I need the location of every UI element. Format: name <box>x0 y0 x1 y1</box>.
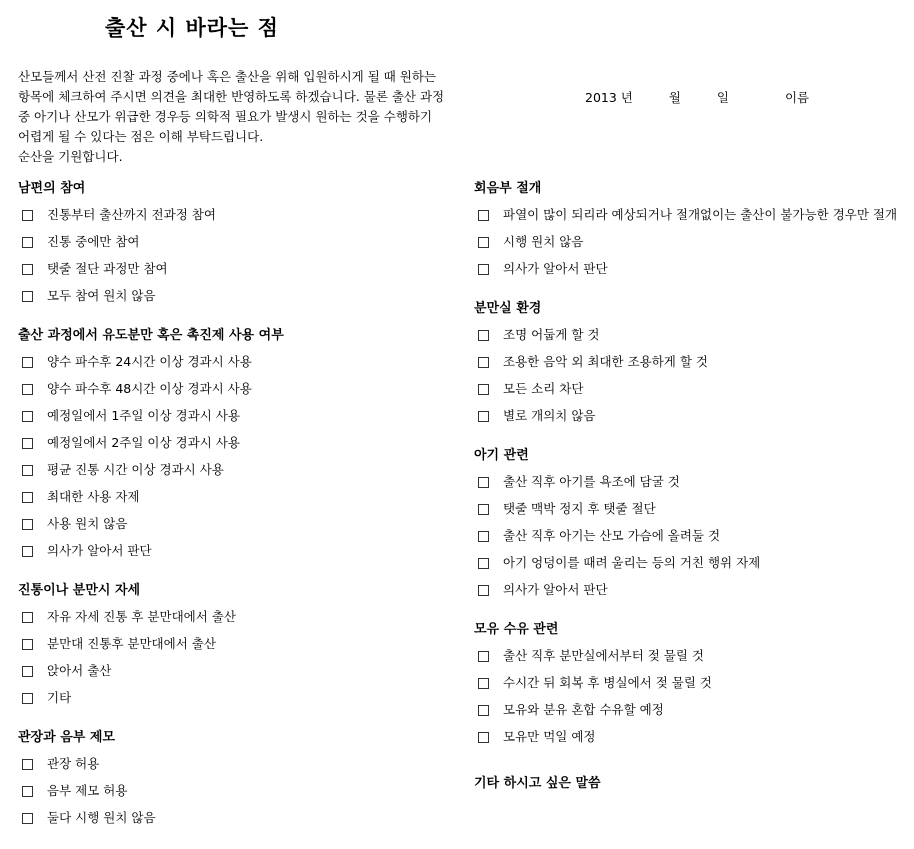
checkbox-row[interactable] <box>474 647 904 665</box>
checkbox-label: 출산 직후 아기를 욕조에 담굴 것 <box>503 474 680 489</box>
month-field[interactable]: 월 <box>668 90 681 105</box>
checkbox-label: 양수 파수후 48시간 이상 경과시 사용 <box>47 381 252 396</box>
section-husband-participation <box>18 180 458 305</box>
checkbox-row[interactable] <box>474 728 904 746</box>
checkbox-label: 파열이 많이 되리라 예상되거나 절개없이는 출산이 불가능한 경우만 절개 <box>503 207 898 222</box>
checkbox-label: 의사가 알아서 판단 <box>47 543 152 558</box>
section-enema-shaving <box>18 729 458 827</box>
checkbox-label: 관장 허용 <box>47 756 100 771</box>
checkbox-label: 모유만 먹일 예정 <box>503 729 596 744</box>
checkbox-row[interactable] <box>18 233 458 251</box>
left-column <box>18 180 458 849</box>
checkbox-label: 앉아서 출산 <box>47 663 112 678</box>
section-heading: 출산 과정에서 유도분만 혹은 촉진제 사용 여부 <box>18 328 284 343</box>
checkbox-icon[interactable] <box>22 546 33 557</box>
checkbox-label: 자유 자세 진통 후 분만대에서 출산 <box>47 609 236 624</box>
checkbox-row[interactable] <box>474 380 904 398</box>
checkbox-row[interactable] <box>18 782 458 800</box>
checkbox-row[interactable] <box>18 461 458 479</box>
checkbox-icon[interactable] <box>22 519 33 530</box>
checkbox-row[interactable] <box>474 233 904 251</box>
checkbox-icon[interactable] <box>478 504 489 515</box>
year-field[interactable]: 2013 년 <box>585 90 633 105</box>
section-heading: 분만실 환경 <box>474 301 542 316</box>
checkbox-icon[interactable] <box>22 210 33 221</box>
section-delivery-room-environment <box>474 300 904 425</box>
checkbox-row[interactable] <box>18 434 458 452</box>
checkbox-label: 진통부터 출산까지 전과정 참여 <box>47 207 216 222</box>
checkbox-row[interactable] <box>474 581 904 599</box>
document-page <box>0 12 914 825</box>
checkbox-row[interactable] <box>18 809 458 827</box>
checkbox-icon[interactable] <box>478 477 489 488</box>
checkbox-label: 기타 <box>47 690 72 705</box>
checkbox-icon[interactable] <box>22 492 33 503</box>
section-heading: 남편의 참여 <box>18 181 86 196</box>
checkbox-row[interactable] <box>18 260 458 278</box>
checkbox-icon[interactable] <box>478 237 489 248</box>
checkbox-row[interactable] <box>18 608 458 626</box>
checkbox-row[interactable] <box>474 206 904 224</box>
checkbox-row[interactable] <box>18 380 458 398</box>
intro-paragraph <box>18 67 448 167</box>
checkbox-label: 별로 개의치 않음 <box>503 408 596 423</box>
checkbox-label: 탯줄 절단 과정만 참여 <box>47 261 168 276</box>
checkbox-icon[interactable] <box>478 732 489 743</box>
checkbox-label: 음부 제모 허용 <box>47 783 128 798</box>
section-episiotomy <box>474 180 904 278</box>
checkbox-icon[interactable] <box>22 465 33 476</box>
checkbox-icon[interactable] <box>22 237 33 248</box>
intro-line-4: 어렵게 될 수 있다는 점은 이해 부탁드립니다. <box>18 129 264 144</box>
checkbox-icon[interactable] <box>478 678 489 689</box>
checkbox-label: 예정일에서 2주일 이상 경과시 사용 <box>47 435 240 450</box>
checkbox-label: 모든 소리 차단 <box>503 381 584 396</box>
checkbox-label: 둘다 시행 원치 않음 <box>47 810 156 825</box>
section-induction-agent <box>18 327 458 560</box>
checkbox-icon[interactable] <box>478 585 489 596</box>
section-heading: 진통이나 분만시 자세 <box>18 583 141 598</box>
checkbox-label: 아기 엉덩이를 때려 울리는 등의 거친 행위 자제 <box>503 555 761 570</box>
checkbox-label: 분만대 진통후 분만대에서 출산 <box>47 636 216 651</box>
checkbox-label: 의사가 알아서 판단 <box>503 261 608 276</box>
checkbox-row[interactable] <box>18 542 458 560</box>
checkbox-icon[interactable] <box>22 264 33 275</box>
checkbox-row[interactable] <box>18 353 458 371</box>
checkbox-row[interactable] <box>18 662 458 680</box>
checkbox-label: 양수 파수후 24시간 이상 경과시 사용 <box>47 354 252 369</box>
checkbox-row[interactable] <box>18 206 458 224</box>
checkbox-icon[interactable] <box>22 786 33 797</box>
checkbox-row[interactable] <box>474 554 904 572</box>
intro-line-1: 산모들께서 산전 진찰 과정 중에나 혹은 출산을 위해 입원하시게 될 때 원하는 <box>18 69 437 84</box>
checkbox-label: 출산 직후 분만실에서부터 젖 물릴 것 <box>503 648 704 663</box>
section-heading: 아기 관련 <box>474 448 529 463</box>
checkbox-row[interactable] <box>18 515 458 533</box>
checkbox-label: 조용한 음악 외 최대한 조용하게 할 것 <box>503 354 708 369</box>
checkbox-icon[interactable] <box>22 759 33 770</box>
checkbox-label: 모두 참여 원치 않음 <box>47 288 156 303</box>
checkbox-icon[interactable] <box>478 705 489 716</box>
checkbox-icon[interactable] <box>478 651 489 662</box>
section-baby-care <box>474 447 904 599</box>
checkbox-label: 사용 원치 않음 <box>47 516 128 531</box>
checkbox-label: 출산 직후 아기는 산모 가슴에 올려둘 것 <box>503 528 721 543</box>
checkbox-icon[interactable] <box>22 813 33 824</box>
checkbox-icon[interactable] <box>478 411 489 422</box>
checkbox-row[interactable] <box>474 527 904 545</box>
checkbox-icon[interactable] <box>478 210 489 221</box>
checkbox-label: 모유와 분유 혼합 수유할 예정 <box>503 702 664 717</box>
checkbox-row[interactable] <box>474 353 904 371</box>
checkbox-icon[interactable] <box>478 558 489 569</box>
section-breastfeeding <box>474 621 904 746</box>
checkbox-row[interactable] <box>474 260 904 278</box>
checkbox-row[interactable] <box>474 326 904 344</box>
checkbox-icon[interactable] <box>478 357 489 368</box>
checkbox-label: 예정일에서 1주일 이상 경과시 사용 <box>47 408 240 423</box>
checkbox-row[interactable] <box>474 407 904 425</box>
checkbox-icon[interactable] <box>22 357 33 368</box>
checkbox-label: 평균 진통 시간 이상 경과시 사용 <box>47 462 224 477</box>
checkbox-row[interactable] <box>18 755 458 773</box>
section-labor-position <box>18 582 458 707</box>
free-comment-heading: 기타 하시고 싶은 말씀 <box>474 776 601 791</box>
checkbox-row[interactable] <box>474 500 904 518</box>
checkbox-label: 진통 중에만 참여 <box>47 234 140 249</box>
checkbox-icon[interactable] <box>22 639 33 650</box>
checkbox-row[interactable] <box>18 689 458 707</box>
checkbox-row[interactable] <box>18 287 458 305</box>
checkbox-icon[interactable] <box>22 666 33 677</box>
checkbox-row[interactable] <box>18 635 458 653</box>
checkbox-label: 탯줄 맥박 정지 후 탯줄 절단 <box>503 501 656 516</box>
page-title: 출산 시 바라는 점 <box>105 16 279 40</box>
section-heading: 관장과 음부 제모 <box>18 730 115 745</box>
checkbox-row[interactable] <box>474 701 904 719</box>
section-heading: 모유 수유 관련 <box>474 622 559 637</box>
section-heading: 회음부 절개 <box>474 181 542 196</box>
checkbox-icon[interactable] <box>22 438 33 449</box>
checkbox-icon[interactable] <box>22 612 33 623</box>
checkbox-row[interactable] <box>18 488 458 506</box>
day-field[interactable]: 일 <box>716 90 729 105</box>
checkbox-row[interactable] <box>474 674 904 692</box>
intro-line-3: 중 아기나 산모가 위급한 경우등 의학적 필요가 발생시 원하는 것을 수행하기 <box>18 109 433 124</box>
checkbox-icon[interactable] <box>478 330 489 341</box>
intro-line-5: 순산을 기원합니다. <box>18 149 123 164</box>
checkbox-icon[interactable] <box>22 411 33 422</box>
intro-line-2: 항목에 체크하여 주시면 의견을 최대한 반영하도록 하겠습니다. 물론 출산 과정 <box>18 89 445 104</box>
checkbox-icon[interactable] <box>22 693 33 704</box>
name-field[interactable]: 이름 <box>784 90 810 105</box>
checkbox-label: 시행 원치 않음 <box>503 234 584 249</box>
checkbox-row[interactable] <box>18 407 458 425</box>
checkbox-icon[interactable] <box>478 264 489 275</box>
checkbox-icon[interactable] <box>22 384 33 395</box>
checkbox-label: 최대한 사용 자제 <box>47 489 140 504</box>
checkbox-icon[interactable] <box>478 384 489 395</box>
right-column <box>474 180 904 791</box>
checkbox-label: 의사가 알아서 판단 <box>503 582 608 597</box>
checkbox-icon[interactable] <box>478 531 489 542</box>
date-and-name-line <box>585 88 809 106</box>
checkbox-label: 수시간 뒤 회복 후 병실에서 젖 물릴 것 <box>503 675 712 690</box>
checkbox-icon[interactable] <box>22 291 33 302</box>
checkbox-row[interactable] <box>474 473 904 491</box>
checkbox-label: 조명 어둡게 할 것 <box>503 327 600 342</box>
